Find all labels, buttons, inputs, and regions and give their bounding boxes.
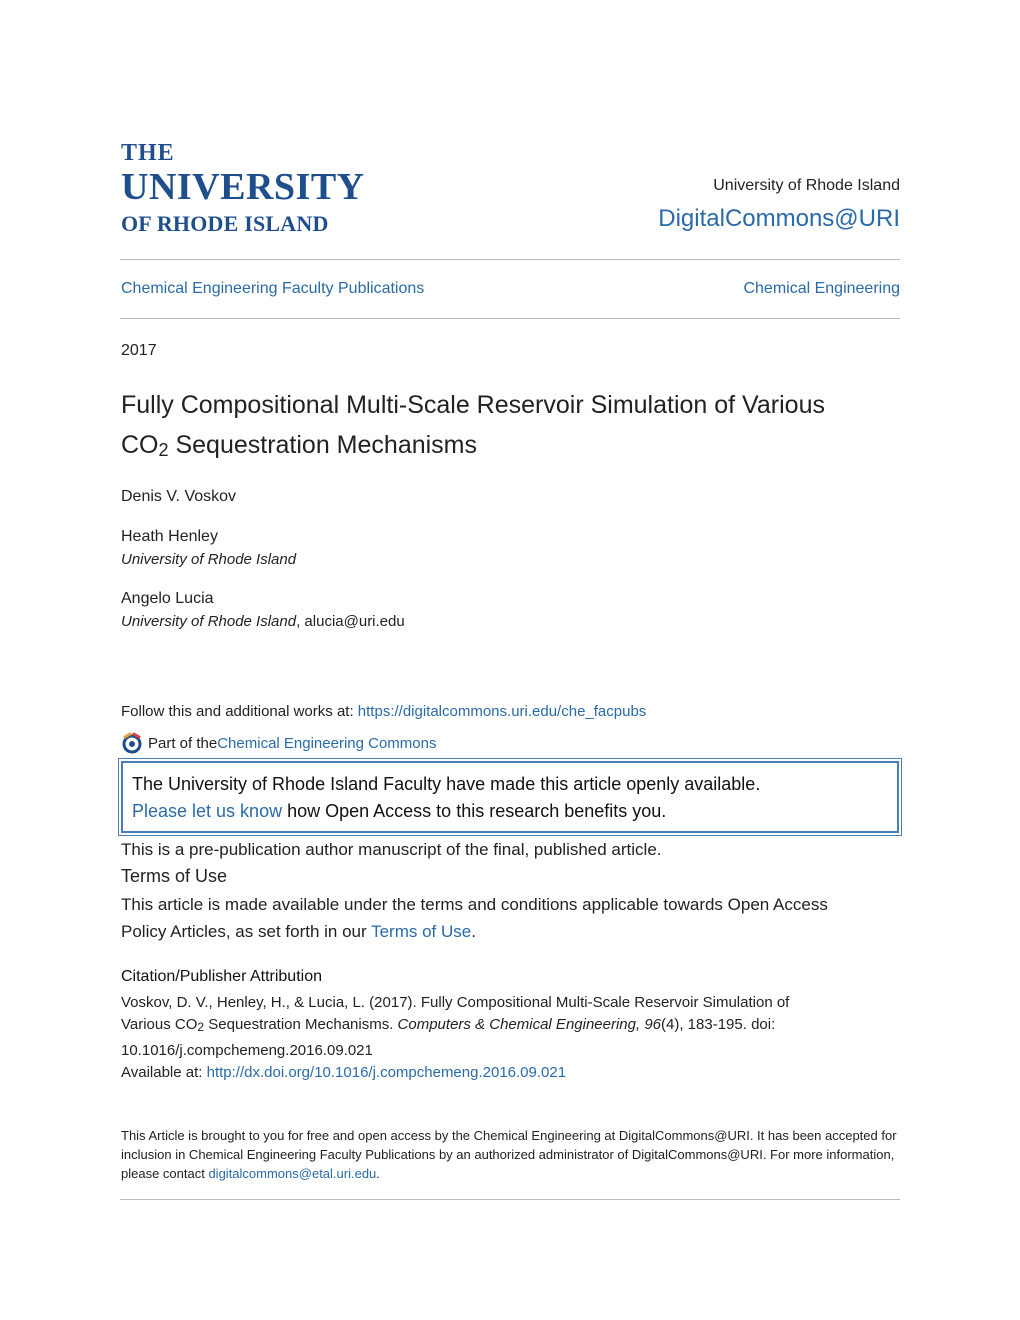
university-logo <box>121 140 365 237</box>
available-label: Available at: <box>121 1064 207 1081</box>
divider-bottom <box>120 318 900 319</box>
citation-line-2 <box>121 1014 901 1038</box>
repository-link[interactable]: DigitalCommons@URI <box>658 205 900 232</box>
oa-box-line-2 <box>132 801 666 822</box>
author-affiliation: University of Rhode Island <box>121 551 297 568</box>
terms-end: . <box>471 922 476 941</box>
title-subscript: 2 <box>158 440 169 460</box>
doi-link[interactable]: http://dx.doi.org/10.1016/j.compchemeng.2016.09.021 <box>206 1064 567 1081</box>
commons-link[interactable]: Chemical Engineering Commons <box>217 734 437 752</box>
collection-url-link[interactable]: https://digitalcommons.uri.edu/che_facpubs <box>357 703 647 720</box>
series-link[interactable]: Chemical Engineering Faculty Publications <box>121 280 425 297</box>
part-of-label: Part of the <box>148 734 218 752</box>
let-us-know-link[interactable]: Please let us know <box>132 801 283 821</box>
citation-text: Sequestration Mechanisms. <box>204 1016 398 1033</box>
terms-text-2-label: Policy Articles, as set forth in our <box>121 922 372 941</box>
publication-year: 2017 <box>121 342 157 359</box>
title-rest: Sequestration Mechanisms <box>168 431 477 459</box>
journal-name: Computers & Chemical Engineering, 96 <box>397 1016 662 1033</box>
part-of-line <box>121 732 436 754</box>
logo-line-2: UNIVERSITY <box>121 166 365 208</box>
citation-body <box>121 992 901 1084</box>
manuscript-notice: This is a pre-publication author manuscript of the final, published article. <box>121 840 662 859</box>
terms-of-use-link[interactable]: Terms of Use <box>371 922 472 941</box>
title-co: CO <box>121 431 159 459</box>
terms-text-1: This article is made available under the terms and conditions applicable towards Open Access <box>121 895 828 914</box>
citation-text: Various CO <box>121 1016 198 1033</box>
footer-text: This Article is brought to you for free and open access by the Chemical Engineering at DigitalCommons@URI. It has been accepted for inclusion in Chemical Engineering Faculty Publications by an authorized administrator of DigitalCommons@URI. For more information, please contact <box>121 1128 897 1181</box>
footer-notice <box>121 1126 901 1183</box>
follow-label: Follow this and additional works at: <box>121 703 358 720</box>
terms-heading: Terms of Use <box>121 866 228 886</box>
open-access-icon <box>121 732 143 754</box>
logo-line-3: OF RHODE ISLAND <box>121 211 329 236</box>
oa-box-line-2-text: how Open Access to this research benefits you. <box>282 801 667 821</box>
citation-doi: 10.1016/j.compchemeng.2016.09.021 <box>121 1042 373 1059</box>
follow-line <box>121 703 646 720</box>
affiliation-text: University of Rhode Island <box>121 613 297 630</box>
author-name: Denis V. Voskov <box>121 488 237 505</box>
department-link[interactable]: Chemical Engineering <box>743 280 900 297</box>
citation-text: (4), 183-195. doi: <box>661 1016 776 1033</box>
author-affiliation <box>121 613 405 630</box>
available-at-line <box>121 1062 901 1084</box>
institution-name: University of Rhode Island <box>713 177 900 194</box>
author-name: Heath Henley <box>121 528 218 545</box>
author-name: Angelo Lucia <box>121 590 214 607</box>
title-line-1: Fully Compositional Multi-Scale Reservoir Simulation of Various <box>121 391 825 419</box>
logo-line-1: THE <box>121 140 175 166</box>
divider-footer <box>120 1199 900 1200</box>
title-line-2 <box>121 425 901 470</box>
terms-text-2 <box>121 918 901 945</box>
article-title <box>121 385 901 470</box>
divider-top <box>120 259 900 260</box>
author-email: , alucia@uri.edu <box>296 613 405 630</box>
citation-line-1: Voskov, D. V., Henley, H., & Lucia, L. (2017). Fully Compositional Multi-Scale Reservoir Simulation of <box>121 994 790 1011</box>
oa-box-line-1: The University of Rhode Island Faculty have made this article openly available. <box>132 774 761 794</box>
footer-end: . <box>376 1166 380 1181</box>
citation-subscript: 2 <box>197 1020 205 1034</box>
citation-heading: Citation/Publisher Attribution <box>121 968 322 985</box>
open-access-box <box>121 761 899 833</box>
contact-email-link[interactable]: digitalcommons@etal.uri.edu <box>208 1166 377 1181</box>
